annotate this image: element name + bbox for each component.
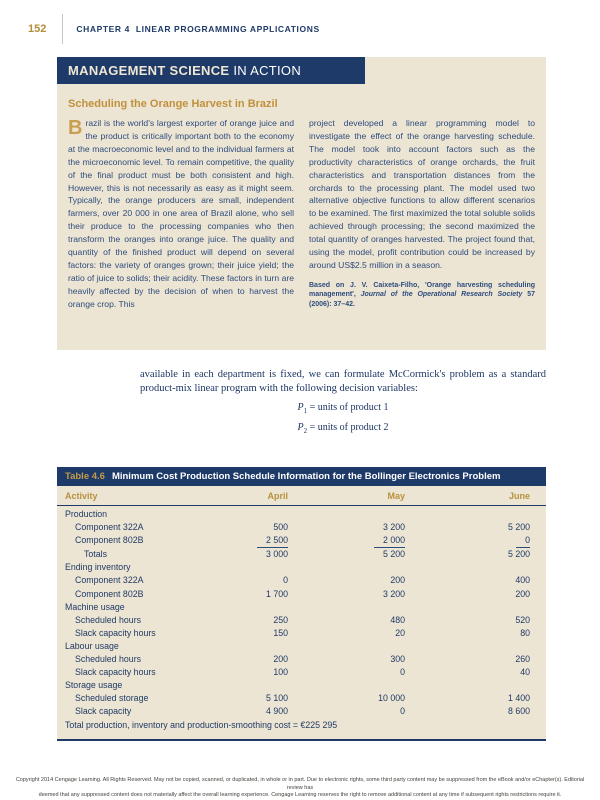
- row-value: [288, 601, 405, 614]
- table-row: [57, 508, 546, 521]
- row-value: 0: [400, 667, 405, 678]
- row-value: [405, 679, 530, 692]
- table-body: [57, 506, 546, 719]
- table-row: [57, 574, 546, 587]
- table-row: [57, 653, 546, 666]
- table-row: [57, 627, 546, 640]
- citation-journal: Journal of the Operational Research Society: [360, 291, 523, 299]
- table-row: [57, 705, 546, 718]
- row-label: Production: [65, 509, 108, 519]
- body-paragraph: available in each department is fixed, we can formulate McCormick's problem as a standard product-mix linear program with the following decision variables:: [140, 369, 546, 394]
- row-value: 480: [390, 614, 405, 625]
- row-label: Scheduled storage: [75, 693, 149, 704]
- equation-subscript: 1: [303, 407, 308, 415]
- row-label: Slack capacity: [75, 706, 132, 717]
- table-title-bar: [57, 467, 546, 486]
- equation-variable: P: [297, 402, 304, 413]
- row-value: 20: [395, 627, 405, 638]
- banner-bold-text: MANAGEMENT SCIENCE: [68, 63, 230, 78]
- row-label: Scheduled hours: [75, 654, 142, 665]
- table-label: Table 4.6: [65, 471, 105, 482]
- copyright-line-1: Copyright 2014 Cengage Learning. All Rights Reserved. May not be copied, scanned, or duplicated, in whole or in part. Due to electronic rights, some third party content may be suppressed from the eBook and/or eChapter(s). Editorial review has: [15, 777, 585, 791]
- row-value: 5 100: [265, 693, 288, 704]
- table-row: [57, 679, 546, 692]
- column-left-text: razil is the world's largest exporter of orange juice and the product is critically important both to the economy at the macroeconomic level and to the individual farmers at the microeconomic level. To remain competitive, the quality of the final product must be both consistent and high. However, this is not necessarily as easy as it might seem. Typically, the orange producers are small, independent farmers, over 20 000 in one area of Brazil alone, who sell their produce to the processing companies who then transform the oranges into orange juice. The quality and quantity of the finished product will depend on several factors: the variety of oranges grown; their juice yield; the ratio of juice to solids; their acidity. These factors in turn are heavily affected by the decision of when to harvest the orange crop. This: [68, 118, 294, 309]
- table-row: [57, 640, 546, 653]
- column-header-activity: Activity: [65, 490, 98, 501]
- row-value: [288, 679, 405, 692]
- row-label: Storage usage: [65, 680, 123, 691]
- table-row: [57, 614, 546, 627]
- row-label: Component 802B: [75, 588, 144, 599]
- row-value: 3 200: [382, 522, 405, 533]
- box-column-left: [68, 117, 294, 311]
- box-title: Scheduling the Orange Harvest in Brazil: [68, 98, 278, 110]
- running-head: [28, 14, 320, 44]
- citation: [309, 281, 535, 310]
- row-value: 3 000: [265, 549, 288, 560]
- row-value: 8 600: [507, 706, 530, 717]
- row-value: 250: [273, 614, 288, 625]
- row-value: [405, 561, 530, 574]
- table-header-row: [57, 486, 546, 506]
- copyright-line-2: deemed that any suppressed content does not materially affect the overall learning experience. Cengage Learning reserves the right to remove additional content at any time if subsequent rights restrictions require it.: [38, 792, 562, 798]
- row-value: [288, 640, 405, 653]
- row-value: 5 200: [507, 549, 530, 560]
- row-value: 260: [515, 654, 530, 665]
- row-label: Component 802B: [75, 535, 144, 546]
- row-value: 4 900: [265, 706, 288, 717]
- row-value: 200: [390, 575, 405, 586]
- row-value: [405, 508, 530, 521]
- row-value: [240, 679, 288, 692]
- row-value: 5 200: [507, 522, 530, 533]
- equation-variable: P: [297, 421, 304, 433]
- table-row: [57, 561, 546, 574]
- table-row: [57, 534, 546, 548]
- row-label: Component 322A: [75, 522, 144, 533]
- row-label: Component 322A: [75, 575, 144, 586]
- equation-rhs: = units of product 1: [307, 402, 389, 413]
- row-value: 40: [520, 667, 530, 678]
- row-label: Ending inventory: [65, 562, 131, 573]
- row-value: 3 200: [382, 588, 405, 599]
- row-value: 150: [273, 627, 288, 638]
- row-value: [240, 508, 288, 521]
- row-label: Slack capacity hours: [75, 667, 156, 678]
- column-header-june: June: [508, 490, 530, 501]
- row-label: Totals: [84, 549, 107, 560]
- equation-subscript: 2: [303, 426, 308, 435]
- table-row: [57, 521, 546, 534]
- ms-in-action-banner: [57, 57, 365, 84]
- decision-variables: [140, 400, 546, 439]
- box-columns: [68, 117, 535, 311]
- row-value: 1 400: [507, 693, 530, 704]
- banner-regular-text: IN ACTION: [229, 63, 302, 78]
- row-value: [288, 561, 405, 574]
- drop-cap: B: [68, 117, 83, 139]
- table-4-6: [57, 467, 546, 741]
- row-value: [240, 601, 288, 614]
- column-header-april: April: [267, 490, 288, 501]
- equation-2: [140, 420, 546, 440]
- table-row: [57, 666, 546, 679]
- page-number: 152: [28, 23, 47, 35]
- row-value: 200: [273, 654, 288, 665]
- row-value: 300: [390, 654, 405, 665]
- table-title: Minimum Cost Production Schedule Information for the Bollinger Electronics Problem: [111, 471, 501, 482]
- row-label: Scheduled hours: [75, 614, 142, 625]
- row-value: [288, 508, 405, 521]
- row-label: Machine usage: [65, 601, 125, 612]
- row-value: 80: [520, 627, 530, 638]
- row-value: 200: [515, 588, 530, 599]
- row-value: [405, 640, 530, 653]
- row-label: Labour usage: [65, 640, 119, 651]
- row-value: [240, 561, 288, 574]
- row-value: 2 000: [288, 534, 405, 548]
- equation-rhs: = units of product 2: [307, 421, 389, 433]
- row-value: 5 200: [382, 549, 405, 560]
- header-divider: [62, 14, 63, 44]
- table-row: [57, 548, 546, 561]
- table-row: [57, 601, 546, 614]
- row-value: 10 000: [378, 693, 405, 704]
- row-value: [240, 640, 288, 653]
- row-label: Slack capacity hours: [75, 627, 156, 638]
- column-header-may: May: [387, 490, 405, 501]
- chapter-title: CHAPTER 4 LINEAR PROGRAMMING APPLICATIONS: [76, 24, 320, 34]
- citation-prefix: Based on J. V. Caixeta-Filho, 'Orange harvesting scheduling management',: [309, 281, 535, 299]
- table-row: [57, 692, 546, 705]
- ms-in-action-box: [57, 57, 546, 350]
- row-value: 1 700: [265, 588, 288, 599]
- row-value: 520: [515, 614, 530, 625]
- row-value: 100: [273, 667, 288, 678]
- table-row: [57, 588, 546, 601]
- row-value: 400: [515, 575, 530, 586]
- column-right-text: project developed a linear programming model to investigate the effect of the orange harvesting schedule. The model took into account factors such as the productivity characteristics of orange orchards, the fruit characteristics and transportation distances from the orchards to the processing plant. The model used two alternative objective functions to allow different scenarios to be examined. The first maximized the total soluble solids achieved through processing; the second maximized the total quantity of oranges harvested. The project found that, using the model, profit contribution could be increased by around US$2.5 million in a season.: [309, 118, 535, 270]
- row-value: 0: [400, 706, 405, 717]
- row-value: [405, 601, 530, 614]
- box-column-right: [309, 117, 535, 311]
- copyright-footer: [10, 777, 590, 800]
- table-total-line: Total production, inventory and production-smoothing cost = €225 295: [65, 719, 338, 730]
- row-value: 0: [405, 534, 530, 548]
- row-value: 500: [273, 522, 288, 533]
- equation-1: [140, 400, 546, 420]
- row-value: 0: [283, 575, 288, 586]
- citation-suffix: 57 (2006): 37–42.: [309, 291, 536, 308]
- row-value: 2 500: [240, 534, 288, 548]
